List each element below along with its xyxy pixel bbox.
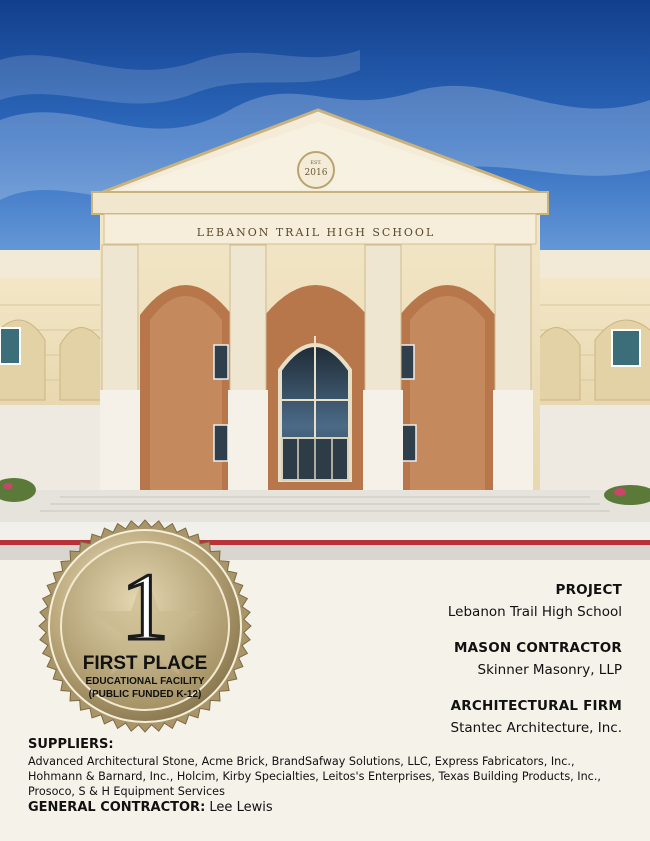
suppliers-section (28, 737, 628, 799)
school-name-inscription: LEBANON TRAIL HIGH SCHOOL (196, 226, 436, 239)
project-info (292, 580, 622, 754)
suppliers-line: Prosoco, S & H Equipment Services (28, 785, 225, 798)
suppliers-list (28, 754, 628, 799)
suppliers-line: Hohmann & Barnard, Inc., Holcim, Kirby Specialties, Leitos's Enterprises, Texas Building Products, Inc., (28, 770, 601, 783)
window (612, 330, 640, 366)
badge-category-line2: (PUBLIC FUNDED K-12) (88, 689, 202, 700)
general-contractor (28, 800, 273, 816)
project-value: Lebanon Trail High School (447, 604, 622, 620)
suppliers-line: Advanced Architectural Stone, Acme Brick, BrandSafway Solutions, LLC, Express Fabricators, Inc., (28, 755, 575, 768)
suppliers-heading: SUPPLIERS: (28, 737, 114, 752)
mason-contractor-value: Skinner Masonry, LLP (477, 662, 622, 678)
architectural-firm-value: Stantec Architecture, Inc. (450, 720, 622, 736)
architectural-firm-heading: ARCHITECTURAL FIRM (450, 698, 622, 714)
est-year: 2016 (304, 168, 328, 178)
general-contractor-heading: GENERAL CONTRACTOR: (28, 800, 206, 815)
badge-title: FIRST PLACE (82, 653, 208, 674)
est-label: EST. (310, 160, 322, 166)
window (0, 328, 20, 364)
project-heading: PROJECT (555, 582, 622, 598)
first-place-award-badge (38, 519, 252, 733)
badge-number: 1 (121, 553, 169, 660)
mason-contractor-heading: MASON CONTRACTOR (453, 640, 622, 656)
general-contractor-value: Lee Lewis (209, 800, 273, 815)
badge-category-line1: EDUCATIONAL FACILITY (85, 676, 205, 687)
